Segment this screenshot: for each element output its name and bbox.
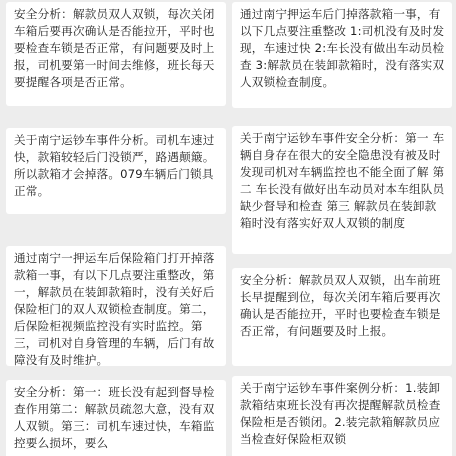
- message-text: 安全分析：解款员双人双锁，每次关闭车箱后要再次确认是否能拉开，平时也要检查车锁是否正常，有问题要及时上报，司机要第一时间去维修，班长每天要提醒各项是否正常。: [14, 7, 215, 89]
- message-bubble[interactable]: [6, 246, 226, 366]
- message-text: 安全分析：第一：班长没有起到督导检查作用第二：解款员疏忽大意，没有双人双锁。第三：司机车速过快，车箱监控要么损坏，要么: [14, 385, 215, 450]
- message-bubble[interactable]: [232, 376, 452, 456]
- message-text: 通过南宁一押运车后保险箱门打开掉落款箱一事，有以下几点要注重整改，第一，解款员在装卸款箱时，没有关好后保险柜门的双人双锁检查制度。第二，后保险柜视频监控没有实时监控。第三，司机对自身管理的车辆，后门有故障没有及时维护。: [14, 251, 215, 366]
- message-text: 关于南宁运钞车事件安全分析：第一 车辆自身存在很大的安全隐患没有被及时发现司机对车辆监控也不能全面了解 第二 车长没有做好出车动员对本车组队员缺少督导和检查 第三 解款员在装卸款箱时没有落实好双人双锁的制度: [240, 131, 445, 230]
- message-text: 通过南宁押运车后门掉落款箱一事，有以下几点要注重整改 1:司机没有及时发现，车速过快 2:车长没有做出车动员检查 3:解款员在装卸款箱时，没有落实双人双锁检查制度。: [240, 7, 445, 89]
- message-text: 安全分析：解款员双人双锁，出车前班长早提醒到位，每次关闭车箱后要再次确认是否能拉开，平时也要检查车锁是否正常，有问题要及时上报。: [240, 273, 441, 338]
- message-text: 关于南宁运钞车事件案例分析：1.装卸款箱结束班长没有再次提醒解款员检查保险柜是否锁闭。2.装完款箱解款员应当检查好保险柜双锁: [240, 381, 441, 446]
- message-bubble[interactable]: [232, 126, 452, 254]
- message-text: 关于南宁运钞车事件分析。司机车速过快，款箱较轻后门没锁严，路遇颠簸。所以款箱才会掉落。079车辆后门锁具正常。: [14, 133, 215, 198]
- message-bubble[interactable]: [232, 2, 452, 108]
- message-bubble[interactable]: [6, 2, 226, 106]
- message-bubble[interactable]: [232, 268, 452, 366]
- message-bubble[interactable]: [6, 380, 226, 456]
- message-bubble[interactable]: [6, 128, 226, 214]
